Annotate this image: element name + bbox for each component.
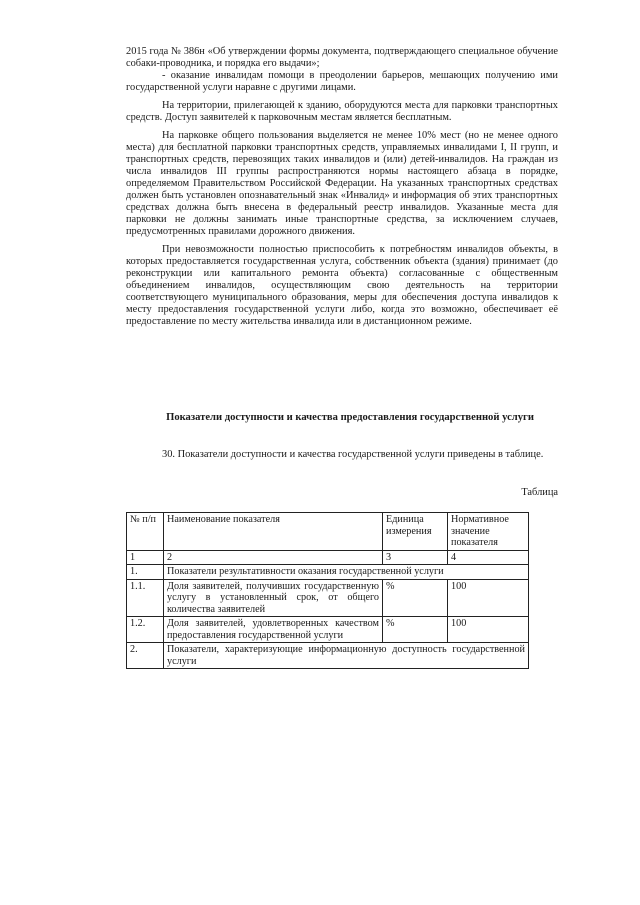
row-unit: % bbox=[383, 579, 448, 617]
row-section-title: Показатели результативности оказания государственной услуги bbox=[164, 565, 529, 580]
table-row bbox=[127, 579, 529, 617]
table-row bbox=[127, 565, 529, 580]
table-row bbox=[127, 617, 529, 643]
column-number-2: 2 bbox=[164, 550, 383, 565]
table-label: Таблица bbox=[521, 487, 558, 498]
paragraph-order-reference: 2015 года № 386н «Об утверждении формы документа, подтверждающего специальное обучение собаки-проводника, и порядка его выдачи»; bbox=[126, 46, 558, 69]
row-section-title: Показатели, характеризующие информационную доступность государственной услуги bbox=[164, 643, 529, 669]
row-unit: % bbox=[383, 617, 448, 643]
header-unit: Единица измерения bbox=[383, 513, 448, 551]
header-value: Нормативное значение показателя bbox=[448, 513, 529, 551]
table-row bbox=[127, 643, 529, 669]
row-value: 100 bbox=[448, 579, 529, 617]
table-intro: 30. Показатели доступности и качества государственной услуги приведены в таблице. bbox=[162, 449, 544, 460]
column-number-1: 1 bbox=[127, 550, 164, 565]
row-number: 1.1. bbox=[127, 579, 164, 617]
indicators-table bbox=[126, 512, 529, 669]
paragraph-accessibility-measures: При невозможности полностью приспособить к потребностям инвалидов объекты, в которых предоставляется государственная услуга, собственник объекта (здания) принимает (до реконструкции или капитального ремонта объекта) согласованные с общественным объединением инвалидов, осуществляющим свою деятельность на территории соответствующего муниципального образования, меры для обеспечения доступа инвалидов к месту предоставления государственной услуги либо, когда это возможно, обеспечивает её предоставление по месту жительства инвалида или в дистанционном режиме. bbox=[126, 244, 558, 327]
header-number: № п/п bbox=[127, 513, 164, 551]
paragraph-assistance: - оказание инвалидам помощи в преодолении барьеров, мешающих получению ими государственной услуги наравне с другими лицами. bbox=[126, 70, 558, 93]
header-name: Наименование показателя bbox=[164, 513, 383, 551]
column-number-4: 4 bbox=[448, 550, 529, 565]
row-number: 2. bbox=[127, 643, 164, 669]
paragraph-parking-disabled: На парковке общего пользования выделяется не менее 10% мест (но не менее одного места) для бесплатной парковки транспортных средств, управляемых инвалидами I, II групп, и транспортных средств, перевозящих таких инвалидов и (или) детей-инвалидов. На граждан из числа инвалидов III группы распространяются нормы настоящего абзаца в порядке, определяемом Правительством Российской Федерации. На указанных транспортных средствах должен быть установлен опознавательный знак «Инвалид» и информация об этих транспортных средствах должна быть внесена в федеральный реестр инвалидов. Указанные места для парковки не должны занимать иные транспортные средства, за исключением случаев, предусмотренных правилами дорожного движения. bbox=[126, 130, 558, 237]
row-indicator-name: Доля заявителей, удовлетворенных качеством предоставления государственной услуги bbox=[164, 617, 383, 643]
table-header-row bbox=[127, 513, 529, 551]
row-number: 1. bbox=[127, 565, 164, 580]
section-heading: Показатели доступности и качества предоставления государственной услуги bbox=[166, 412, 534, 423]
table-column-numbers-row bbox=[127, 550, 529, 565]
body-text bbox=[126, 46, 558, 334]
row-value: 100 bbox=[448, 617, 529, 643]
paragraph-parking-territory: На территории, прилегающей к зданию, оборудуются места для парковки транспортных средств. Доступ заявителей к парковочным местам является бесплатным. bbox=[126, 100, 558, 123]
row-number: 1.2. bbox=[127, 617, 164, 643]
column-number-3: 3 bbox=[383, 550, 448, 565]
row-indicator-name: Доля заявителей, получивших государственную услугу в установленный срок, от общего количества заявителей bbox=[164, 579, 383, 617]
